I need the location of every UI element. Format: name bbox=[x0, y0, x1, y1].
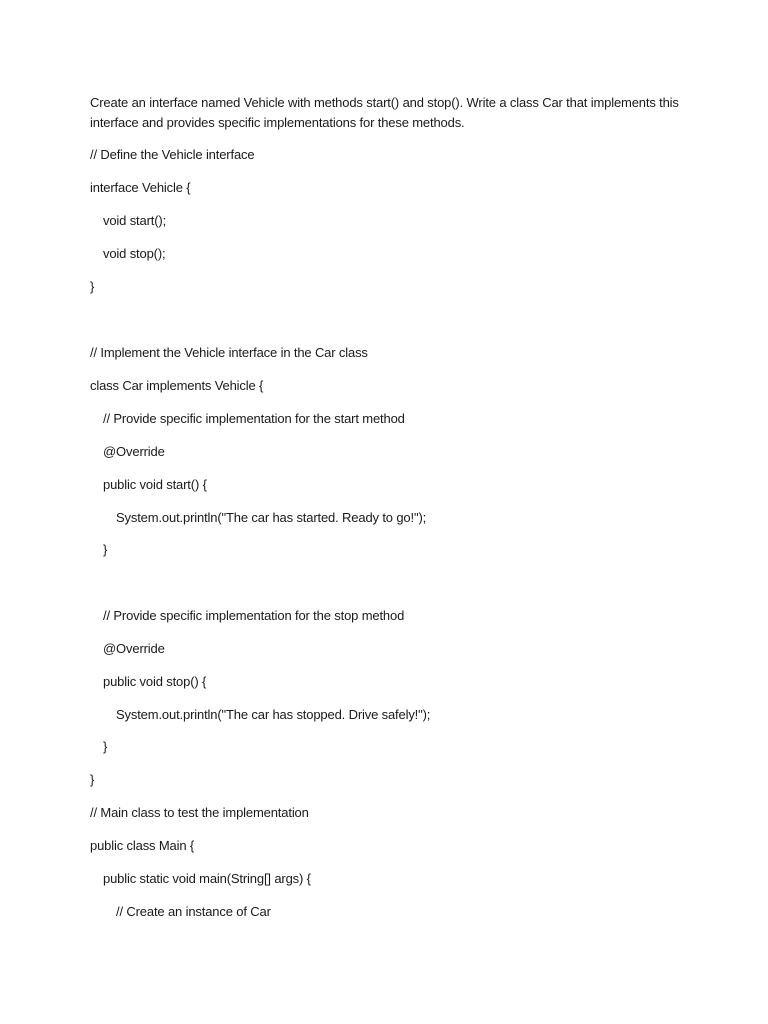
code-method-stop-signature: void stop(); bbox=[103, 246, 166, 261]
code-comment-define-interface: // Define the Vehicle interface bbox=[90, 147, 255, 162]
code-method-start-signature: void start(); bbox=[103, 213, 167, 228]
code-stop-close-brace: } bbox=[103, 739, 108, 754]
code-comment-create-instance: // Create an instance of Car bbox=[116, 904, 271, 919]
code-interface-close-brace: } bbox=[90, 279, 95, 294]
code-comment-implement-interface: // Implement the Vehicle interface in the Car class bbox=[90, 345, 368, 360]
code-main-method-declaration: public static void main(String[] args) { bbox=[103, 871, 311, 886]
code-class-car-declaration: class Car implements Vehicle { bbox=[90, 378, 264, 393]
code-stop-method-declaration: public void stop() { bbox=[103, 674, 207, 689]
code-start-close-brace: } bbox=[103, 542, 108, 557]
code-override-annotation-stop: @Override bbox=[103, 641, 165, 656]
code-start-method-declaration: public void start() { bbox=[103, 477, 207, 492]
code-main-class-declaration: public class Main { bbox=[90, 838, 195, 853]
code-start-println: System.out.println("The car has started. Ready to go!"); bbox=[116, 510, 427, 525]
code-override-annotation-start: @Override bbox=[103, 444, 165, 459]
code-comment-stop-impl: // Provide specific implementation for the stop method bbox=[103, 608, 405, 623]
code-class-close-brace: } bbox=[90, 772, 95, 787]
task-description: Create an interface named Vehicle with methods start() and stop(). Write a class Car that implements this interface and provides specific implementations for these methods. bbox=[90, 95, 679, 130]
code-comment-start-impl: // Provide specific implementation for the start method bbox=[103, 411, 405, 426]
code-stop-println: System.out.println("The car has stopped. Drive safely!"); bbox=[116, 707, 431, 722]
code-interface-declaration: interface Vehicle { bbox=[90, 180, 191, 195]
code-comment-main-class: // Main class to test the implementation bbox=[90, 805, 309, 820]
